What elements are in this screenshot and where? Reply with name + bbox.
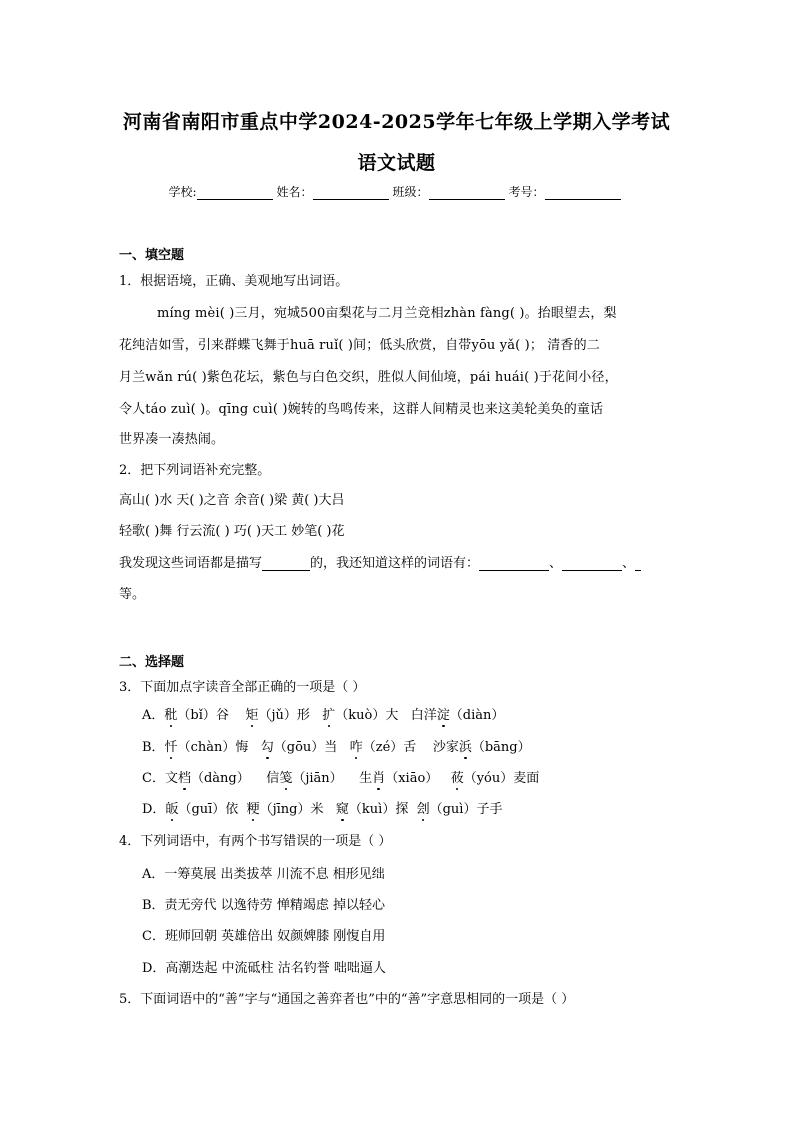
q3-option-d[interactable] [142, 798, 502, 817]
option-text: （bǐ）谷 [177, 708, 229, 723]
dotted-char: 咋 [349, 740, 363, 755]
dotted-char: 粳 [246, 802, 260, 817]
option-text: 生 [359, 771, 373, 786]
option-label: A． [142, 708, 165, 723]
option-label: B． [142, 740, 165, 755]
class-blank[interactable] [429, 187, 505, 200]
option-text: （zé）舌 [362, 740, 417, 755]
exam-subtitle: 语文试题 [357, 152, 436, 174]
dotted-char: 勾 [260, 740, 274, 755]
dotted-char: 刽 [416, 802, 430, 817]
option-text: （dàng） [190, 771, 250, 786]
q1-passage-line-2: 花纯洁如雪，引来群蝶飞舞于huā ruǐ( )间；低头欣赏，自带yōu yǎ( )； 清香的二 [119, 338, 600, 353]
dotted-char: 矩 [245, 708, 259, 723]
q2-row3-text-b: 的，我还知道这样的词语有： [310, 556, 480, 571]
option-text: （diàn） [449, 708, 505, 723]
school-blank[interactable] [197, 187, 273, 200]
student-info-row [0, 183, 793, 200]
q3-option-a[interactable] [142, 704, 504, 723]
option-text: （chàn）悔 [177, 740, 249, 755]
q2-row3-sep-2: 、 [622, 556, 636, 571]
name-label: 姓名： [276, 185, 313, 199]
option-text: （bāng） [471, 740, 531, 755]
dotted-char: 肖 [372, 771, 386, 786]
section-heading-fill-blank: 一、填空题 [119, 248, 185, 263]
q2-row-4: 等。 [119, 587, 146, 602]
exam-no-label: 考号： [508, 185, 545, 199]
option-text: （jīng）米 [259, 802, 324, 817]
question-2-stem: 2．把下列词语补充完整。 [119, 463, 271, 478]
option-text: （guī）依 [178, 802, 239, 817]
option-text: （gōu）当 [273, 740, 338, 755]
option-text: （kuì）探 [348, 802, 409, 817]
dotted-char: 窥 [335, 802, 349, 817]
question-4-stem: 4．下列词语中，有两个书写错误的一项是（ ） [119, 834, 392, 849]
q3-option-b[interactable] [142, 736, 531, 755]
exam-no-blank[interactable] [545, 187, 621, 200]
q2-answer-blank-2[interactable] [479, 558, 549, 571]
dotted-char: 淀 [436, 708, 450, 723]
dotted-char: 档 [177, 771, 191, 786]
q2-row3-sep-1: 、 [549, 556, 563, 571]
option-text: 信 [266, 771, 280, 786]
exam-title: 河南省南阳市重点中学2024-2025学年七年级上学期入学考试 [122, 111, 671, 133]
q2-answer-blank-4[interactable] [635, 558, 641, 571]
option-text: 文 [164, 771, 178, 786]
dotted-char: 秕 [164, 708, 178, 723]
dotted-char: 皈 [165, 802, 179, 817]
option-text: （yóu）麦面 [463, 771, 540, 786]
q2-row-1: 高山( )水 天( )之音 余音( )梁 黄( )大吕 [119, 493, 345, 508]
dotted-char: 莜 [450, 771, 464, 786]
q4-option-b[interactable]: B．责无旁代 以逸待劳 惮精竭虑 掉以轻心 [142, 898, 385, 913]
dotted-char: 浜 [458, 740, 472, 755]
q5-stem-text: 5．下面词语中的“善”字与“通国之善弈者也”中的“善”字意思相同的一项是（ ） [119, 992, 575, 1007]
dotted-char: 扩 [322, 708, 336, 723]
q2-row-2: 轻歌( )舞 行云流( ) 巧( )天工 妙笔( )花 [119, 524, 345, 539]
section-heading-multiple-choice: 二、选择题 [119, 655, 185, 670]
school-label: 学校: [168, 185, 197, 199]
question-3-stem: 3．下面加点字读音全部正确的一项是（ ） [119, 680, 366, 695]
q4-option-d[interactable]: D．高潮迭起 中流砥柱 沽名钓誉 咄咄逼人 [142, 961, 386, 976]
option-text: 沙家 [432, 740, 459, 755]
q1-passage-line-4: 令人táo zuì( )。qīng cuì( )婉转的鸟鸣传来，这群人间精灵也来这美轮美奂的童话 [119, 402, 604, 417]
q1-passage-line-1: míng mèi( )三月，宛城500亩梨花与二月兰竞相zhàn fàng( )。抬眼望去，梨 [157, 306, 617, 321]
q2-row3-text-a: 我发现这些词语都是描写 [119, 556, 263, 571]
option-label: C． [142, 771, 165, 786]
option-text: （jǔ）形 [258, 708, 310, 723]
q1-passage-line-5: 世界凑一凑热闹。 [119, 432, 225, 447]
q4-option-c[interactable]: C．班师回朝 英雄倍出 奴颜婢膝 刚愎自用 [142, 929, 386, 944]
option-text: 白洋 [410, 708, 437, 723]
option-text: （jiān） [292, 771, 343, 786]
class-label: 班级： [392, 185, 429, 199]
option-label: D． [142, 802, 166, 817]
option-text: （kuò）大 [335, 708, 399, 723]
question-5-stem [119, 988, 574, 1007]
q1-passage-line-3: 月兰wǎn rú( )紫色花坛，紫色与白色交织，胜似人间仙境，pái huái( )于花间小径， [119, 370, 618, 385]
q4-option-a[interactable]: A．一筹莫展 出类拔萃 川流不息 相形见绌 [142, 867, 385, 882]
option-text: （guì）子手 [429, 802, 503, 817]
dotted-char: 忏 [164, 740, 178, 755]
q2-answer-blank-3[interactable] [562, 558, 622, 571]
q3-option-c[interactable] [142, 767, 539, 786]
q2-row-3 [119, 552, 641, 571]
q2-answer-blank-1[interactable] [262, 558, 310, 571]
option-text: （xiāo） [385, 771, 439, 786]
name-blank[interactable] [313, 187, 389, 200]
dotted-char: 笺 [279, 771, 293, 786]
question-1-stem: 1．根据语境，正确、美观地写出词语。 [119, 274, 349, 289]
